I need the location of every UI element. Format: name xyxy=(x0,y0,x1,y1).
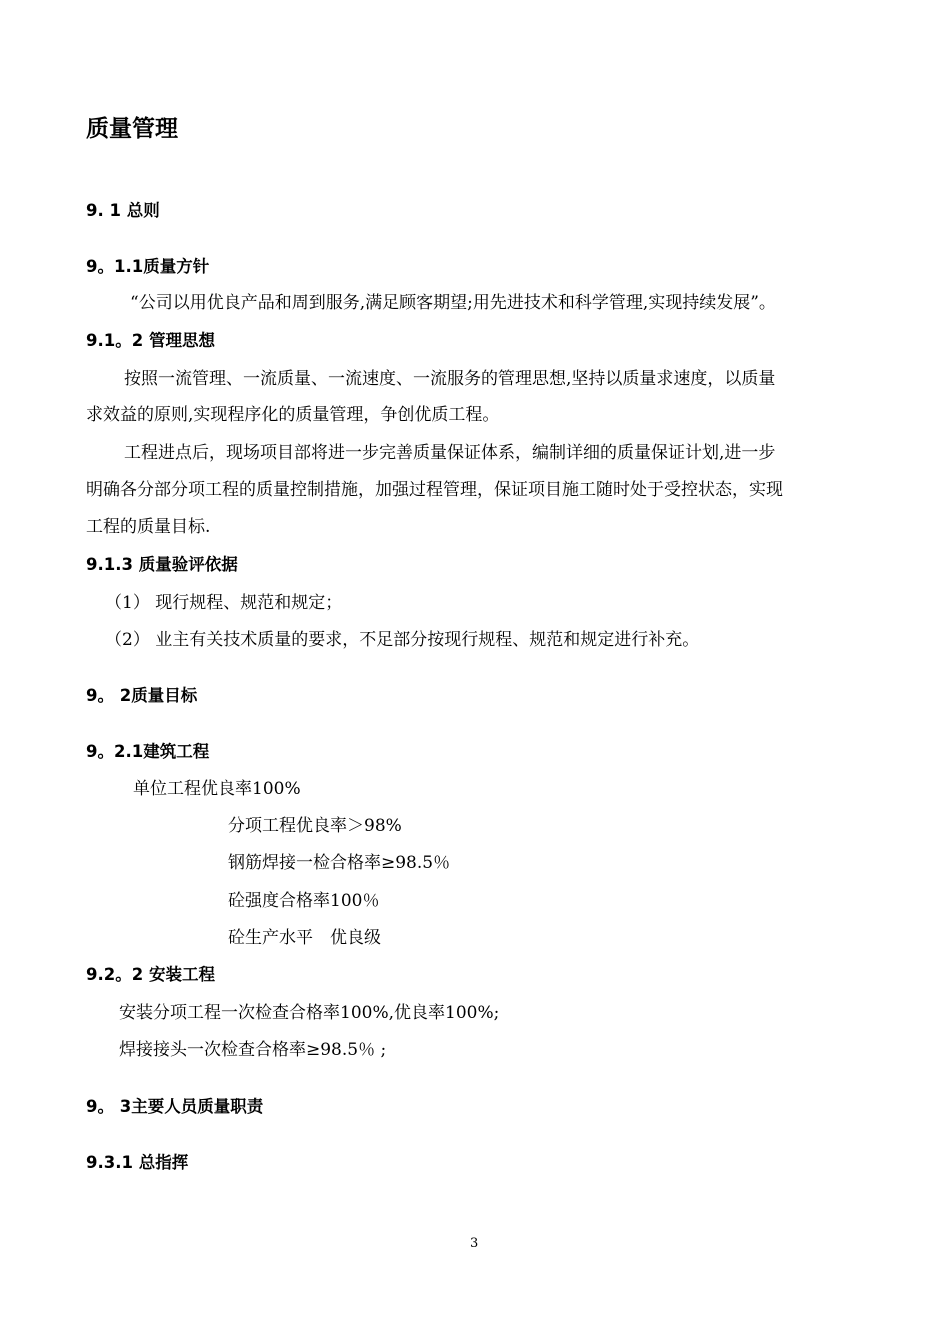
list-item: 焊接接头一次检查合格率≥98.5％ ; xyxy=(119,1040,387,1060)
paragraph-line: 求效益的原则,实现程序化的质量管理，争创优质工程。 xyxy=(86,405,500,425)
section-heading-9-1: 9. 1 总则 xyxy=(86,201,160,220)
section-heading-9-3: 9。 3主要人员质量职责 xyxy=(86,1097,264,1116)
list-item: 砼强度合格率100％ xyxy=(228,891,380,911)
list-item: 钢筋焊接一检合格率≥98.5％ xyxy=(228,853,451,873)
paragraph-line: 工程的质量目标. xyxy=(86,517,211,537)
subsection-heading-9-1-1: 9。1.1质量方针 xyxy=(86,257,210,276)
subsection-heading-9-2-2: 9.2。2 安装工程 xyxy=(86,965,215,984)
list-item: （2） 业主有关技术质量的要求，不足部分按现行规程、规范和规定进行补充。 xyxy=(105,630,700,650)
subsection-heading-9-2-1: 9。2.1建筑工程 xyxy=(86,742,210,761)
list-item: 单位工程优良率100% xyxy=(133,779,301,799)
subsection-heading-9-3-1: 9.3.1 总指挥 xyxy=(86,1153,189,1172)
subsection-heading-9-1-3: 9.1.3 质量验评依据 xyxy=(86,555,238,574)
list-item: 安装分项工程一次检查合格率100%,优良率100%; xyxy=(119,1003,500,1023)
page-title: 质量管理 xyxy=(86,116,178,142)
section-heading-9-2: 9。 2质量目标 xyxy=(86,686,198,705)
paragraph-line: 按照一流管理、一流质量、一流速度、一流服务的管理思想,坚持以质量求速度，以质量 xyxy=(124,369,776,389)
list-item: （1） 现行规程、规范和规定； xyxy=(105,593,343,613)
paragraph-line: 工程进点后，现场项目部将进一步完善质量保证体系，编制详细的质量保证计划,进一步 xyxy=(124,443,776,463)
subsection-heading-9-1-2: 9.1。2 管理思想 xyxy=(86,331,215,350)
list-item: 分项工程优良率＞98% xyxy=(228,816,402,836)
quality-policy-text: “公司以用优良产品和周到服务,满足顾客期望;用先进技术和科学管理,实现持续发展”。 xyxy=(130,293,776,313)
list-item: 砼生产水平 优良级 xyxy=(228,928,381,948)
page-number: 3 xyxy=(470,1236,479,1251)
paragraph-line: 明确各分部分项工程的质量控制措施，加强过程管理，保证项目施工随时处于受控状态，实现 xyxy=(86,480,783,500)
